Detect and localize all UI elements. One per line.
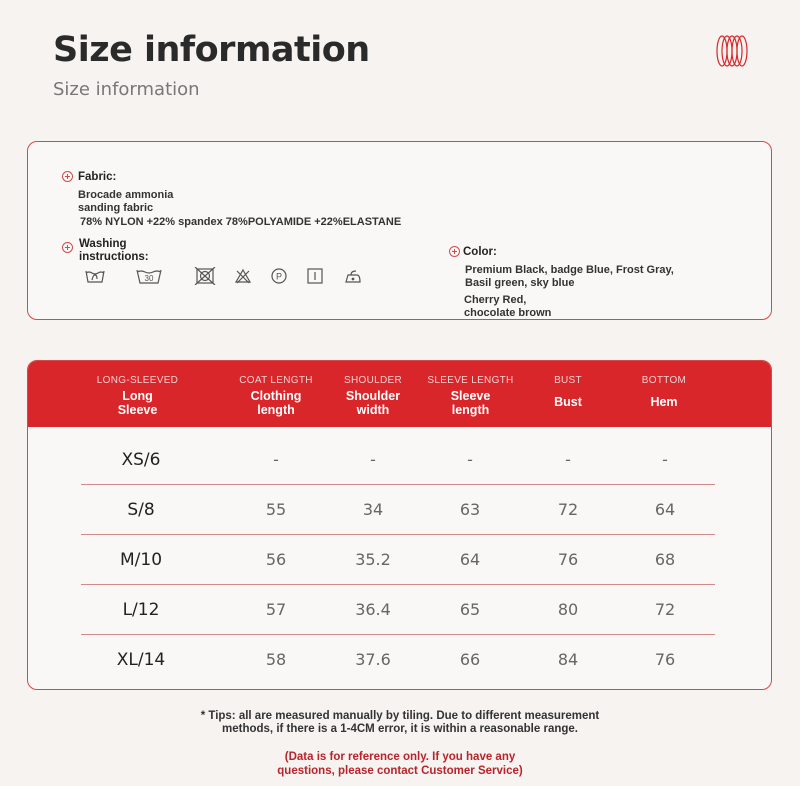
sleeve-length-value: 63: [459, 500, 481, 519]
bust-value: 72: [557, 500, 579, 519]
fabric-line-2: sanding fabric: [78, 202, 154, 214]
shoulder-value: 37.6: [355, 650, 391, 669]
header-en: SHOULDER: [344, 375, 402, 386]
coat-length-value: 55: [265, 500, 287, 519]
low-iron-icon: [343, 267, 363, 285]
header-en: LONG-SLEEVED: [96, 375, 179, 386]
shoulder-value: 34: [362, 500, 384, 519]
color-line-2: Basil green, sky blue: [465, 277, 575, 289]
header-cn-2: length: [257, 403, 295, 417]
coat-length-value: 58: [265, 650, 287, 669]
no-bleach-icon: [234, 267, 252, 285]
hem-value: 72: [654, 600, 676, 619]
bust-value: 76: [557, 550, 579, 569]
hand-wash-icon: [84, 267, 106, 285]
header-en: COAT LENGTH: [239, 375, 313, 386]
dry-clean-p-icon: [270, 267, 288, 285]
color-line-1: Premium Black, badge Blue, Frost Gray,: [465, 264, 674, 276]
header-shoulder: [323, 375, 423, 417]
reference-note: [0, 750, 800, 778]
hem-value: 64: [654, 500, 676, 519]
hem-value: -: [662, 450, 668, 469]
size-table: [27, 360, 772, 690]
bust-value: 80: [557, 600, 579, 619]
table-row: [81, 635, 715, 685]
header-en: BUST: [554, 375, 582, 386]
color-line-3: Cherry Red,: [464, 294, 527, 306]
table-row: [81, 535, 715, 585]
color-label: Color:: [463, 246, 497, 258]
page-title: Size information: [53, 30, 370, 70]
size-table-header: [28, 361, 772, 427]
fabric-line-1: Brocade ammonia: [78, 189, 174, 201]
header-cn-1: Sleeve: [450, 389, 491, 403]
note-line-1: (Data is for reference only. If you have any: [284, 751, 516, 763]
plus-circle-icon: [62, 171, 73, 182]
shoulder-value: 35.2: [355, 550, 391, 569]
plus-circle-icon: [62, 242, 73, 253]
table-row: [81, 585, 715, 635]
header-coat-length: [226, 375, 326, 417]
sleeve-length-value: 65: [459, 600, 481, 619]
size-label: XS/6: [121, 450, 161, 470]
size-label: S/8: [127, 500, 155, 520]
washing-label-1: Washing: [79, 238, 127, 250]
header-cn-1: Long: [122, 389, 153, 403]
header-bottom: [624, 375, 704, 409]
wash-temperature: 30: [144, 274, 154, 283]
plus-circle-icon: [449, 246, 460, 257]
header-cn-1: Shoulder: [345, 389, 401, 403]
measurement-tips: [0, 710, 800, 736]
header-cn-1: Clothing: [250, 389, 302, 403]
line-dry-icon: [306, 267, 324, 285]
note-line-2: questions, please contact Customer Service): [277, 765, 523, 777]
page-subtitle: Size information: [53, 79, 200, 100]
shoulder-value: -: [370, 450, 376, 469]
header-en: BOTTOM: [641, 375, 687, 386]
coat-length-value: -: [273, 450, 279, 469]
table-row: [81, 485, 715, 535]
shoulder-value: 36.4: [355, 600, 391, 619]
tips-line-1: * Tips: all are measured manually by tiling. Due to different measurement: [200, 710, 600, 722]
bust-value: -: [565, 450, 571, 469]
header-cn-2: width: [356, 403, 390, 417]
coat-length-value: 57: [265, 600, 287, 619]
header-cn-1: Hem: [650, 395, 678, 409]
size-label: M/10: [119, 550, 163, 570]
header-cn-1: Bust: [554, 395, 582, 409]
rings-icon: [714, 34, 750, 68]
no-tumble-dry-icon: [194, 267, 216, 285]
bust-value: 84: [557, 650, 579, 669]
dry-clean-letter: P: [275, 271, 283, 282]
header-cn-2: Sleeve: [117, 403, 158, 417]
machine-wash-30-icon: [135, 267, 163, 285]
hem-value: 76: [654, 650, 676, 669]
size-label: L/12: [122, 600, 160, 620]
table-row: [81, 435, 715, 485]
sleeve-length-value: -: [467, 450, 473, 469]
header-bust: [528, 375, 608, 409]
washing-label-2: instructions:: [79, 251, 149, 263]
header-long-sleeved: [90, 375, 185, 417]
header-sleeve-length: [418, 375, 523, 417]
fabric-label: Fabric:: [78, 171, 117, 183]
sleeve-length-value: 64: [459, 550, 481, 569]
size-label: XL/14: [116, 650, 166, 670]
header-cn-2: length: [451, 403, 490, 417]
fabric-info-card: [27, 141, 772, 320]
header-en: SLEEVE LENGTH: [427, 375, 514, 386]
fabric-composition: 78% NYLON +22% spandex 78%POLYAMIDE +22%ELASTANE: [80, 216, 402, 228]
sleeve-length-value: 66: [459, 650, 481, 669]
hem-value: 68: [654, 550, 676, 569]
color-line-4: chocolate brown: [464, 307, 552, 319]
tips-line-2: methods, if there is a 1-4CM error, it is within a reasonable range.: [222, 723, 578, 735]
coat-length-value: 56: [265, 550, 287, 569]
